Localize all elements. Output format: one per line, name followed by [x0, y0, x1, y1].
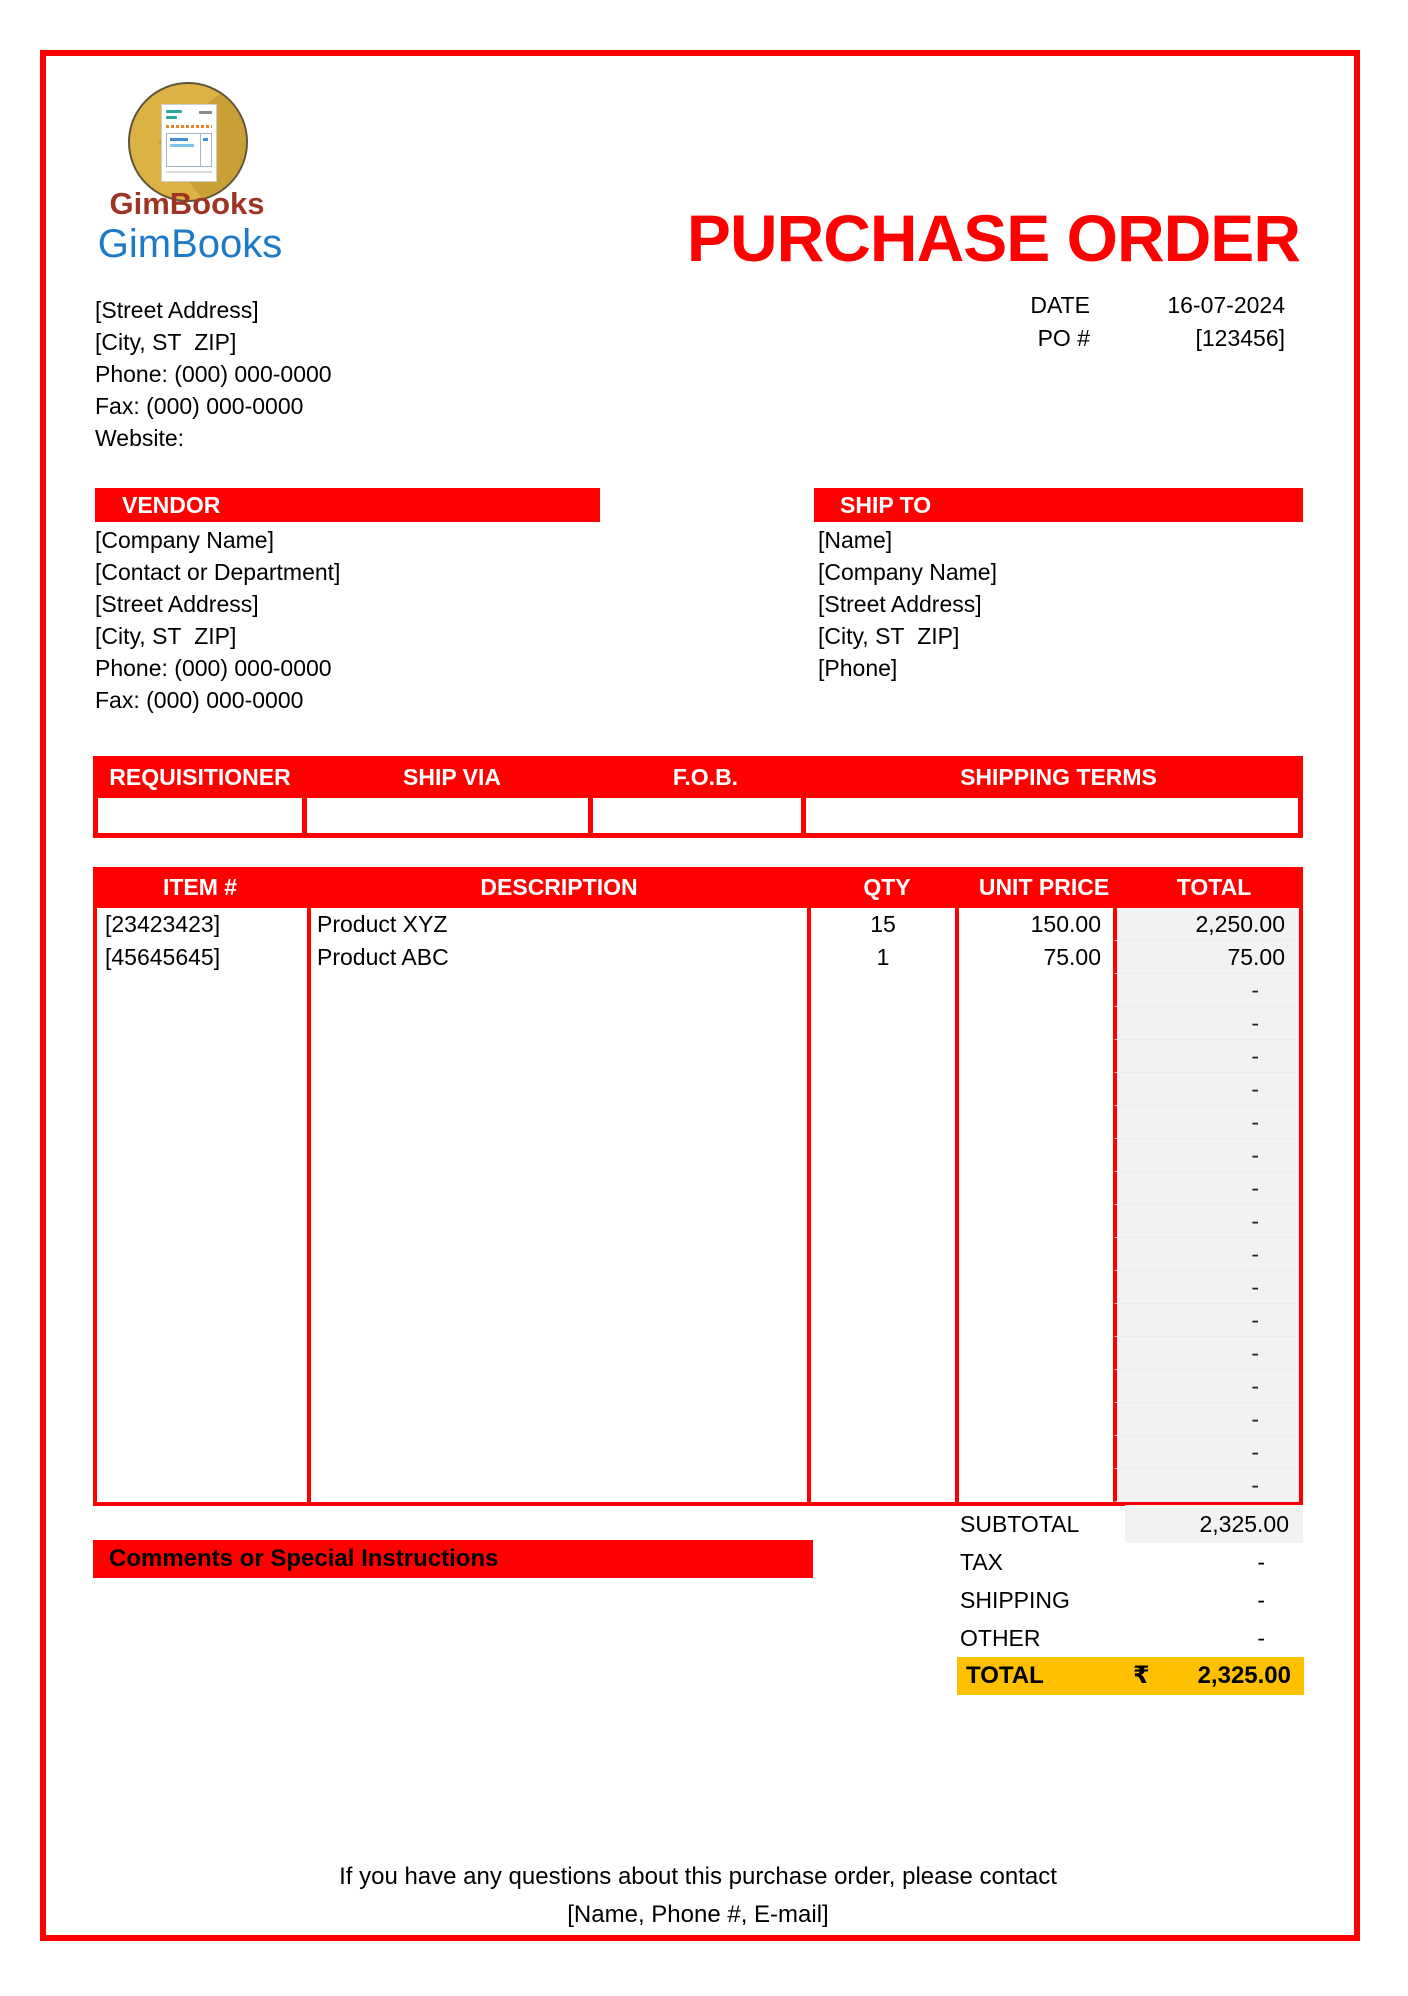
- ship-to-section-header: SHIP TO: [814, 488, 1303, 522]
- description-cell: [307, 1403, 807, 1436]
- table-row: [97, 941, 1299, 974]
- table-row: [97, 1007, 1299, 1040]
- company-address: [95, 294, 332, 454]
- total-cell: -: [1113, 1271, 1299, 1304]
- total-cell: -: [1113, 974, 1299, 1007]
- total-cell: -: [1113, 1403, 1299, 1436]
- company-address-line: [Street Address]: [95, 297, 259, 323]
- company-address-line: Fax: (000) 000-0000: [95, 393, 304, 419]
- comments-section-header: Comments or Special Instructions: [93, 1540, 813, 1578]
- vendor-address-line: [City, ST ZIP]: [95, 623, 237, 649]
- total-cell: -: [1113, 1238, 1299, 1271]
- description-cell: [307, 1238, 807, 1271]
- qty-cell: [807, 1436, 955, 1469]
- item-number-cell: [97, 1073, 307, 1106]
- description-cell: [307, 1073, 807, 1106]
- unit-price-cell: 75.00: [955, 941, 1113, 974]
- item-number-cell: [97, 1304, 307, 1337]
- total-cell: -: [1113, 1304, 1299, 1337]
- description-cell: [307, 1040, 807, 1073]
- qty-cell: [807, 1205, 955, 1238]
- total-cell: 2,250.00: [1113, 908, 1299, 941]
- vendor-address-line: [Contact or Department]: [95, 559, 341, 585]
- ship-to-address-line: [City, ST ZIP]: [818, 623, 960, 649]
- other-label: OTHER: [960, 1625, 1041, 1651]
- table-row: [97, 1238, 1299, 1271]
- fob-cell: [593, 798, 801, 833]
- table-row: [97, 1469, 1299, 1502]
- total-cell: -: [1113, 1040, 1299, 1073]
- company-name: GimBooks: [97, 222, 283, 266]
- unit-price-cell: [955, 1271, 1113, 1304]
- item-number-cell: [97, 1337, 307, 1370]
- description-cell: [307, 974, 807, 1007]
- po-number-value: [123456]: [1195, 325, 1285, 351]
- qty-cell: [807, 1106, 955, 1139]
- shipping-terms-header: SHIPPING TERMS: [960, 764, 1157, 790]
- qty-cell: [807, 1337, 955, 1370]
- line-items-table: [93, 867, 1303, 1506]
- item-number-cell: [97, 1238, 307, 1271]
- invoice-document-icon: [161, 104, 217, 182]
- total-cell: -: [1113, 1337, 1299, 1370]
- description-cell: [307, 1172, 807, 1205]
- total-cell: -: [1113, 1469, 1299, 1502]
- table-row: [97, 1403, 1299, 1436]
- date-label: DATE: [1030, 292, 1090, 318]
- qty-cell: [807, 1007, 955, 1040]
- item-number-cell: [97, 1139, 307, 1172]
- line-items-body: [93, 908, 1303, 1506]
- ship-to-address-line: [Name]: [818, 527, 893, 553]
- totals-section: [93, 1505, 1303, 1689]
- qty-cell: [807, 1238, 955, 1271]
- requisitioner-header: REQUISITIONER: [109, 764, 291, 790]
- qty-cell: [807, 1139, 955, 1172]
- item-number-cell: [97, 1172, 307, 1205]
- qty-cell: [807, 1403, 955, 1436]
- qty-cell: [807, 1172, 955, 1205]
- company-address-line: Website:: [95, 425, 185, 451]
- description-cell: [307, 1337, 807, 1370]
- qty-cell: [807, 974, 955, 1007]
- table-row: [97, 1040, 1299, 1073]
- table-row: [97, 1370, 1299, 1403]
- table-row: [97, 908, 1299, 941]
- item-number-cell: [97, 1205, 307, 1238]
- qty-cell: [807, 1073, 955, 1106]
- other-value: -: [1257, 1625, 1265, 1651]
- unit-price-cell: 150.00: [955, 908, 1113, 941]
- description-cell: [307, 1271, 807, 1304]
- description-cell: [307, 1469, 807, 1502]
- company-address-line: [City, ST ZIP]: [95, 329, 237, 355]
- total-cell: -: [1113, 1436, 1299, 1469]
- grand-total-value: 2,325.00: [1197, 1662, 1291, 1689]
- unit-price-cell: [955, 1436, 1113, 1469]
- item-number-cell: [97, 1469, 307, 1502]
- table-row: [97, 1205, 1299, 1238]
- total-cell: -: [1113, 1172, 1299, 1205]
- item-number-cell: [97, 974, 307, 1007]
- unit-price-cell: [955, 1007, 1113, 1040]
- item-number-cell: [45645645]: [105, 944, 221, 970]
- item-number-cell: [97, 1106, 307, 1139]
- table-row: [97, 1436, 1299, 1469]
- grand-total-row: [957, 1657, 1304, 1695]
- qty-cell: 15: [807, 908, 955, 941]
- footer-note: [93, 1858, 1303, 1934]
- qty-cell: [807, 1304, 955, 1337]
- ship-to-address-line: [Company Name]: [818, 559, 997, 585]
- tax-value: -: [1257, 1549, 1265, 1575]
- table-row: [97, 1172, 1299, 1205]
- unit-price-cell: [955, 1403, 1113, 1436]
- item-number-cell: [23423423]: [105, 911, 221, 937]
- vendor-address-line: Fax: (000) 000-0000: [95, 687, 304, 713]
- unit-price-cell: [955, 974, 1113, 1007]
- unit-price-cell: [955, 1370, 1113, 1403]
- description-cell: [307, 1139, 807, 1172]
- ship-to-address: [818, 524, 997, 684]
- unit-price-cell: [955, 1238, 1113, 1271]
- requisitioner-cell: [98, 798, 302, 833]
- table-row: [97, 974, 1299, 1007]
- company-address-line: Phone: (000) 000-0000: [95, 361, 332, 387]
- total-cell: -: [1113, 1139, 1299, 1172]
- total-cell: -: [1113, 1370, 1299, 1403]
- ship-via-cell: [307, 798, 588, 833]
- description-cell: [307, 1436, 807, 1469]
- qty-header: QTY: [863, 874, 911, 900]
- unit-price-cell: [955, 1073, 1113, 1106]
- shipping-value: -: [1257, 1587, 1265, 1613]
- description-header: DESCRIPTION: [480, 874, 638, 900]
- vendor-address-line: [Company Name]: [95, 527, 274, 553]
- qty-cell: [807, 1271, 955, 1304]
- total-cell: -: [1113, 1007, 1299, 1040]
- vendor-address-line: Phone: (000) 000-0000: [95, 655, 332, 681]
- vendor-address: [95, 524, 340, 716]
- unit-price-cell: [955, 1040, 1113, 1073]
- unit-price-cell: [955, 1106, 1113, 1139]
- qty-cell: [807, 1040, 955, 1073]
- logo-wordmark: GimBooks: [109, 186, 265, 221]
- footer-line-1: If you have any questions about this purchase order, please contact: [339, 1863, 1057, 1890]
- vendor-section-header: VENDOR: [95, 488, 600, 522]
- po-number-label: PO #: [1037, 325, 1090, 351]
- total-cell: -: [1113, 1205, 1299, 1238]
- item-number-header: ITEM #: [162, 874, 238, 900]
- ship-to-address-line: [Street Address]: [818, 591, 982, 617]
- description-cell: Product XYZ: [307, 908, 807, 941]
- description-cell: [307, 1106, 807, 1139]
- unit-price-cell: [955, 1337, 1113, 1370]
- qty-cell: [807, 1469, 955, 1502]
- table-row: [97, 1304, 1299, 1337]
- qty-cell: 1: [807, 941, 955, 974]
- footer-line-2: [Name, Phone #, E-mail]: [567, 1901, 829, 1928]
- total-cell: -: [1113, 1106, 1299, 1139]
- table-row: [97, 1271, 1299, 1304]
- description-cell: [307, 1007, 807, 1040]
- unit-price-cell: [955, 1172, 1113, 1205]
- shipping-label: SHIPPING: [960, 1587, 1070, 1613]
- item-number-cell: [97, 1271, 307, 1304]
- vendor-address-line: [Street Address]: [95, 591, 259, 617]
- unit-price-cell: [955, 1469, 1113, 1502]
- qty-cell: [807, 1370, 955, 1403]
- tax-label: TAX: [960, 1549, 1004, 1575]
- gimbooks-logo-icon: [128, 82, 248, 202]
- rupee-currency-symbol: ₹: [1133, 1662, 1150, 1689]
- unit-price-cell: [955, 1139, 1113, 1172]
- item-number-cell: [97, 1436, 307, 1469]
- table-row: [97, 1139, 1299, 1172]
- document-title: PURCHASE ORDER: [686, 201, 1300, 275]
- subtotal-value: 2,325.00: [1125, 1505, 1303, 1543]
- unit-price-header: UNIT PRICE: [978, 874, 1110, 900]
- ship-via-header: SHIP VIA: [403, 764, 501, 790]
- description-cell: Product ABC: [307, 941, 807, 974]
- item-number-cell: [97, 1007, 307, 1040]
- item-number-cell: [97, 1403, 307, 1436]
- total-cell: -: [1113, 1073, 1299, 1106]
- fob-header: F.O.B.: [672, 764, 739, 790]
- description-cell: [307, 1370, 807, 1403]
- total-header: TOTAL: [1176, 874, 1252, 900]
- shipping-terms-cell: [806, 798, 1298, 833]
- description-cell: [307, 1304, 807, 1337]
- table-row: [97, 1073, 1299, 1106]
- item-number-cell: [97, 1370, 307, 1403]
- unit-price-cell: [955, 1205, 1113, 1238]
- grand-total-label: TOTAL: [966, 1662, 1044, 1689]
- date-value: 16-07-2024: [1167, 292, 1285, 318]
- ship-to-address-line: [Phone]: [818, 655, 898, 681]
- order-meta: [900, 289, 1285, 355]
- subtotal-label: SUBTOTAL: [960, 1511, 1080, 1537]
- unit-price-cell: [955, 1304, 1113, 1337]
- item-number-cell: [97, 1040, 307, 1073]
- shipping-info-table: [93, 756, 1303, 838]
- description-cell: [307, 1205, 807, 1238]
- table-row: [97, 1106, 1299, 1139]
- total-cell: 75.00: [1113, 941, 1299, 974]
- table-row: [97, 1337, 1299, 1370]
